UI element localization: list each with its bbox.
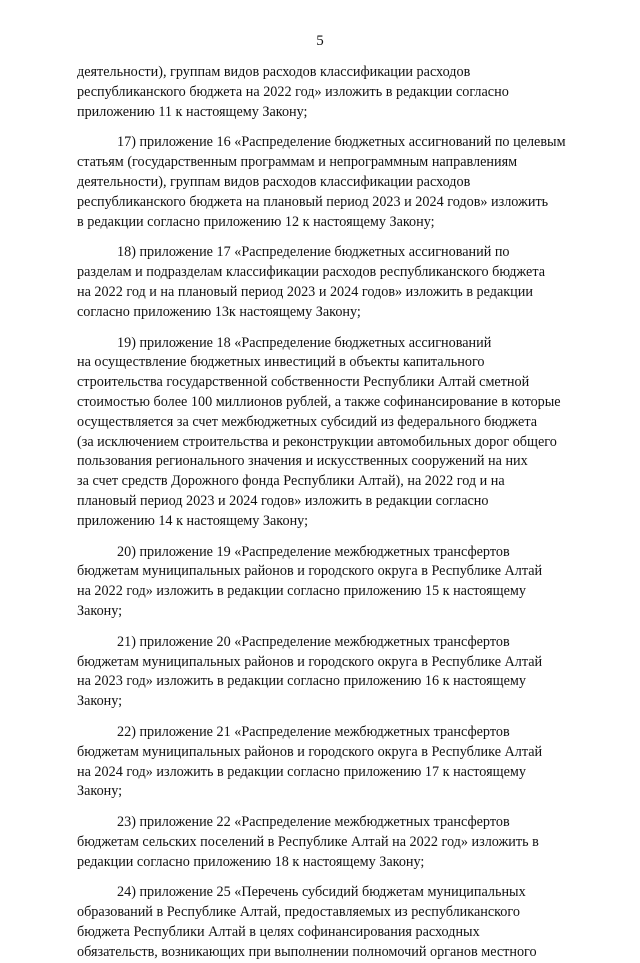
paragraph-p-21: 21) приложение 20 «Распределение межбюджетных трансфертов бюджетам муниципальных районов и городского округа в Республике Алтай на 2023 год» изложить в редакции согласно приложению 16 к настоящему Закону; — [77, 633, 543, 710]
paragraph-p-20: 20) приложение 19 «Распределение межбюджетных трансфертов бюджетам муниципальных районов и городского округа в Республике Алтай на 2022 год» изложить в редакции согласно приложению 15 к настоящему Закону; — [77, 543, 543, 619]
paragraph-p-22: 22) приложение 21 «Распределение межбюджетных трансфертов бюджетам муниципальных районов и городского округа в Республике Алтай на 2024 год» изложить в редакции согласно приложению 17 к настоящему Закону; — [77, 723, 543, 800]
paragraph-p-16-continuation: деятельности), группам видов расходов классификации расходов республиканского бюджета на 2022 год» изложить в редакции согласно приложению 11 к настоящему Закону; — [77, 64, 509, 120]
paragraph-p-24: 24) приложение 25 «Перечень субсидий бюджетам муниципальных образований в Республике Алтай, предоставляемых из республиканского бюджета Республики Алтай в целях софинансирования расходных обязательств, возникающих при выполнении полномочий органов местного — [77, 884, 537, 960]
page-number: 5 — [316, 33, 324, 49]
document-body — [77, 63, 595, 963]
paragraph-p-23: 23) приложение 22 «Распределение межбюджетных трансфертов бюджетам сельских поселений в Республике Алтай на 2022 год» изложить в редакции согласно приложению 18 к настоящему Закону; — [77, 814, 539, 870]
paragraph-p-17: 17) приложение 16 «Распределение бюджетных ассигнований по целевым статьям (государственным программам и непрограммным направлениям деятельности), группам видов расходов классификации расходов республиканского бюджета на плановый период 2023 и 2024 годов» изложить в редакции согласно приложению 12 к настоящему Закону; — [77, 134, 566, 230]
paragraph-p-19: 19) приложение 18 «Распределение бюджетных ассигнований на осуществление бюджетных инвестиций в объекты капитального строительства государственной собственности Республики Алтай сметной стоимостью более 100 миллионов рублей, а также софинансирование в которые осуществляется за счет межбюджетных субсидий из федерального бюджета (за исключением строительства и реконструкции автомобильных дорог общего пользования регионального значения и искусственных сооружений на них за счет средств Дорожного фонда Республики Алтай), на 2022 год и на плановый период 2023 и 2024 годов» изложить в редакции согласно приложению 14 к настоящему Закону; — [77, 334, 561, 529]
paragraph-p-18: 18) приложение 17 «Распределение бюджетных ассигнований по разделам и подразделам классификации расходов республиканского бюджета на 2022 год и на плановый период 2023 и 2024 годов» изложить в редакции согласно приложению 13к настоящему Закону; — [77, 244, 545, 320]
